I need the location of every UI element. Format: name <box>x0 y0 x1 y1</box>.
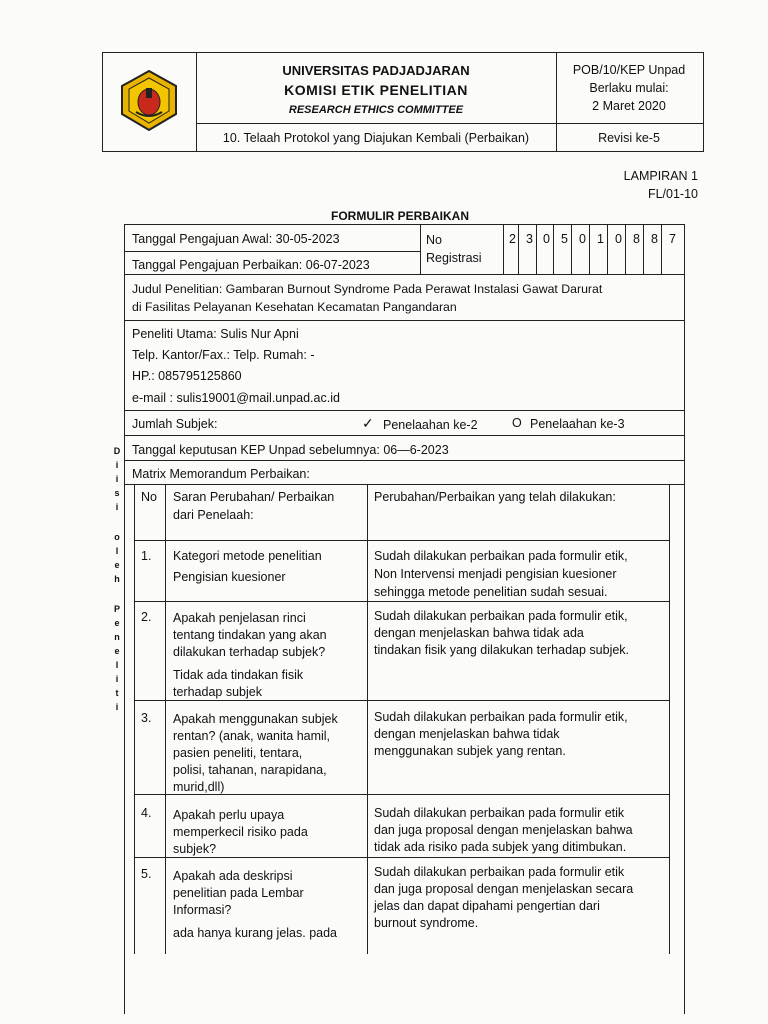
university-logo <box>116 68 182 134</box>
valid-label: Berlaku mulai: <box>589 81 669 95</box>
valid-date: 2 Maret 2020 <box>592 99 666 113</box>
form-heading: FORMULIR PERBAIKAN <box>331 209 469 223</box>
table-row-suggestion: Apakah ada deskripsi <box>173 869 293 883</box>
table-row-change: Sudah dilakukan perbaikan pada formulir etik, <box>374 609 628 623</box>
reg-digit: 7 <box>669 232 676 246</box>
committee-name-en: RESEARCH ETHICS COMMITTEE <box>288 104 464 116</box>
table-row-change: tidak ada risiko pada subjek yang ditimbukan. <box>374 840 627 854</box>
subject-count-label: Jumlah Subjek: <box>132 417 218 431</box>
table-row-no: 4. <box>141 806 152 820</box>
table-row-suggestion: dilakukan terhadap subjek? <box>173 645 326 659</box>
table-row-change: jelas dan dapat dipahami pengertian dari <box>374 899 600 913</box>
reg-digit: 0 <box>579 232 586 246</box>
doc-code: POB/10/KEP Unpad <box>572 63 686 77</box>
side-label-letter: P <box>113 604 120 614</box>
revision-submission-date: Tanggal Pengajuan Perbaikan: 06-07-2023 <box>132 258 370 272</box>
table-row-change: Sudah dilakukan perbaikan pada formulir etik, <box>374 710 628 724</box>
table-row-change: Sudah dilakukan perbaikan pada formulir etik, <box>374 549 628 563</box>
side-label-letter: i <box>115 502 119 512</box>
attachment-code: FL/01-10 <box>647 187 698 201</box>
reg-digit: 2 <box>509 232 516 246</box>
previous-decision-date: Tanggal keputusan KEP Unpad sebelumnya: 06—6-2023 <box>132 443 449 457</box>
side-label-letter: e <box>114 618 120 628</box>
table-row-change: dengan menjelaskan bahwa tidak ada <box>374 626 584 640</box>
table-row-change: dengan menjelaskan bahwa tidak <box>374 727 560 741</box>
col-header-changes: Perubahan/Perbaikan yang telah dilakukan: <box>374 490 616 504</box>
side-label-letter: n <box>114 632 120 642</box>
side-label-letter: l <box>115 546 119 556</box>
table-row-suggestion: terhadap subjek <box>173 685 262 699</box>
email-address: e-mail : sulis19001@mail.unpad.ac.id <box>132 391 340 405</box>
table-row-no: 1. <box>141 549 152 563</box>
reg-digit: 1 <box>597 232 604 246</box>
table-row-change: burnout syndrome. <box>374 916 479 930</box>
side-label-letter: s <box>114 488 120 498</box>
table-row-change: menggunakan subjek yang rentan. <box>374 744 566 758</box>
table-row-suggestion: subjek? <box>173 842 217 856</box>
table-row-suggestion: Apakah perlu upaya <box>173 808 285 822</box>
review-2-label: Penelaahan ke-2 <box>383 418 478 432</box>
table-row-suggestion: rentan? (anak, wanita hamil, <box>173 729 331 743</box>
side-label-letter: i <box>115 674 119 684</box>
review-3-label: Penelaahan ke-3 <box>530 417 625 431</box>
table-row-suggestion: penelitian pada Lembar <box>173 886 304 900</box>
table-row-no: 2. <box>141 610 152 624</box>
col-header-no: No <box>141 490 157 504</box>
reg-digit: 3 <box>526 232 533 246</box>
table-row-suggestion: pasien peneliti, tentara, <box>173 746 303 760</box>
table-row-change: Sudah dilakukan perbaikan pada formulir etik <box>374 806 625 820</box>
side-label-letter: l <box>115 660 119 670</box>
committee-name: KOMISI ETIK PENELITIAN <box>284 82 468 98</box>
table-row-suggestion: Apakah menggunakan subjek <box>173 712 338 726</box>
table-row-suggestion: ada hanya kurang jelas. pada <box>173 926 338 940</box>
university-name: UNIVERSITAS PADJADJARAN <box>282 63 470 78</box>
revision-label: Revisi ke-5 <box>598 131 660 145</box>
table-row-no: 3. <box>141 711 152 725</box>
reg-digit: 0 <box>543 232 550 246</box>
table-row-no: 5. <box>141 867 152 881</box>
reg-digit: 8 <box>633 232 640 246</box>
side-label-letter: D <box>113 446 121 456</box>
reg-digit: 8 <box>651 232 658 246</box>
side-label-letter: e <box>114 646 120 656</box>
table-row-suggestion: Apakah penjelasan rinci <box>173 611 306 625</box>
table-row-suggestion: polisi, tahanan, narapidana, <box>173 763 327 777</box>
form-title: 10. Telaah Protokol yang Diajukan Kembali (Perbaikan) <box>222 131 530 145</box>
table-row-suggestion: Informasi? <box>173 903 232 917</box>
reg-digit: 5 <box>561 232 568 246</box>
phone-info: Telp. Kantor/Fax.: Telp. Rumah: - <box>132 348 315 362</box>
side-label-letter: t <box>115 688 119 698</box>
research-title-line1: Judul Penelitian: Gambaran Burnout Syndrome Pada Perawat Instalasi Gawat Darurat <box>132 282 603 296</box>
side-label-letter: i <box>115 474 119 484</box>
col-header-suggestion: Saran Perubahan/ Perbaikan <box>173 490 335 504</box>
side-label-letter: e <box>114 560 120 570</box>
mobile-number: HP.: 085795125860 <box>132 369 242 383</box>
attachment-label: LAMPIRAN 1 <box>623 169 698 183</box>
principal-researcher: Peneliti Utama: Sulis Nur Apni <box>132 327 299 341</box>
registration-label-no: No <box>426 233 442 247</box>
side-label-letter: i <box>115 702 119 712</box>
table-row-change: dan juga proposal dengan menjelaskan secara <box>374 882 634 896</box>
table-row-suggestion: Pengisian kuesioner <box>173 570 286 584</box>
table-row-suggestion: tentang tindakan yang akan <box>173 628 327 642</box>
col-header-suggestion-2: dari Penelaah: <box>173 508 254 522</box>
review-2-check-icon: ✓ <box>362 415 374 431</box>
table-row-suggestion: Kategori metode penelitian <box>173 549 322 563</box>
review-3-circle-icon: O <box>512 416 522 430</box>
reg-digit: 0 <box>615 232 622 246</box>
side-label-letter: o <box>114 532 120 542</box>
table-row-change: tindakan fisik yang dilakukan terhadap subjek. <box>374 643 630 657</box>
table-row-suggestion: memperkecil risiko pada <box>173 825 308 839</box>
table-row-change: dan juga proposal dengan menjelaskan bahwa <box>374 823 633 837</box>
research-title-line2: di Fasilitas Pelayanan Kesehatan Kecamatan Pangandaran <box>132 300 457 314</box>
table-row-suggestion: murid,dll) <box>173 780 225 794</box>
table-row-change: Non Intervensi menjadi pengisian kuesioner <box>374 567 617 581</box>
table-row-suggestion: Tidak ada tindakan fisik <box>173 668 304 682</box>
table-row-change: Sudah dilakukan perbaikan pada formulir etik <box>374 865 625 879</box>
registration-label: Registrasi <box>426 251 482 265</box>
side-label-letter: i <box>115 460 119 470</box>
table-row-change: sehingga metode penelitian sudah sesuai. <box>374 585 608 599</box>
matrix-label: Matrix Memorandum Perbaikan: <box>132 467 310 481</box>
initial-submission-date: Tanggal Pengajuan Awal: 30-05-2023 <box>132 232 340 246</box>
side-label-letter: h <box>114 574 120 584</box>
